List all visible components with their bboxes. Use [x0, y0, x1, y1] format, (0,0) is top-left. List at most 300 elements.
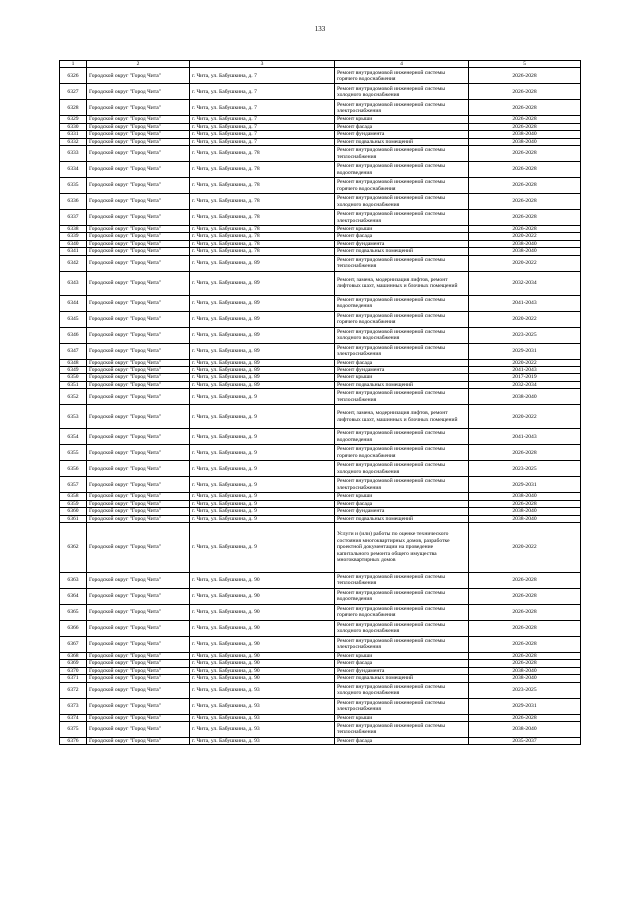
- address-cell: г. Чита, ул. Бабушкина, д. 9: [190, 429, 335, 445]
- period-cell: 2041-2043: [469, 295, 581, 311]
- municipality-cell: Городской округ "Город Чита": [87, 131, 190, 138]
- address-cell: г. Чита, ул. Бабушкина, д. 90: [190, 636, 335, 652]
- table-row: [60, 620, 581, 636]
- address-cell: г. Чита, ул. Бабушкина, д. 90: [190, 652, 335, 659]
- address-cell: г. Чита, ул. Бабушкина, д. 89: [190, 381, 335, 388]
- period-cell: 2026-2028: [469, 194, 581, 210]
- period-cell: 2032-2034: [469, 381, 581, 388]
- row-number: 6326: [60, 68, 87, 84]
- table-row: [60, 240, 581, 247]
- capital-repair-table: [59, 60, 581, 745]
- municipality-cell: Городской округ "Город Чита": [87, 100, 190, 116]
- address-cell: г. Чита, ул. Бабушкина, д. 9: [190, 389, 335, 405]
- table-row: [60, 493, 581, 500]
- period-cell: 2026-2028: [469, 636, 581, 652]
- row-number: 6367: [60, 636, 87, 652]
- table-row: [60, 588, 581, 604]
- work-type-cell: Ремонт внутридомовой инженерной системы водоотведения: [335, 588, 469, 604]
- work-type-cell: Ремонт внутридомовой инженерной системы горячего водоснабжения: [335, 178, 469, 194]
- table-row: [60, 255, 581, 271]
- row-number: 6371: [60, 675, 87, 682]
- period-cell: 2038-2040: [469, 515, 581, 522]
- municipality-cell: Городской округ "Город Чита": [87, 515, 190, 522]
- table-row: [60, 162, 581, 178]
- period-cell: 2026-2028: [469, 620, 581, 636]
- table-row: [60, 327, 581, 343]
- period-cell: 2038-2040: [469, 240, 581, 247]
- row-number: 6339: [60, 233, 87, 240]
- row-number: 6336: [60, 194, 87, 210]
- row-number: 6353: [60, 405, 87, 429]
- period-cell: 2026-2028: [469, 714, 581, 721]
- row-number: 6369: [60, 660, 87, 667]
- work-type-cell: Ремонт подвальных помещений: [335, 515, 469, 522]
- work-type-cell: Ремонт фасада: [335, 660, 469, 667]
- address-cell: г. Чита, ул. Бабушкина, д. 89: [190, 327, 335, 343]
- table-row: [60, 374, 581, 381]
- row-number: 6338: [60, 226, 87, 233]
- row-number: 6333: [60, 146, 87, 162]
- period-cell: 2026-2028: [469, 226, 581, 233]
- table-row: [60, 405, 581, 429]
- municipality-cell: Городской округ "Город Чита": [87, 311, 190, 327]
- work-type-cell: Ремонт внутридомовой инженерной системы электроснабжения: [335, 698, 469, 714]
- period-cell: 2032-2034: [469, 271, 581, 295]
- table-row: [60, 714, 581, 721]
- table-row: [60, 248, 581, 255]
- municipality-cell: Городской округ "Город Чита": [87, 572, 190, 588]
- address-cell: г. Чита, ул. Бабушкина, д. 90: [190, 675, 335, 682]
- period-cell: 2038-2040: [469, 131, 581, 138]
- table-row: [60, 675, 581, 682]
- work-type-cell: Ремонт внутридомовой инженерной системы горячего водоснабжения: [335, 445, 469, 461]
- period-cell: 2026-2028: [469, 146, 581, 162]
- address-cell: г. Чита, ул. Бабушкина, д. 7: [190, 116, 335, 123]
- table-row: [60, 522, 581, 572]
- municipality-cell: Городской округ "Город Чита": [87, 367, 190, 374]
- table-row: [60, 178, 581, 194]
- municipality-cell: Городской округ "Город Чита": [87, 405, 190, 429]
- address-cell: г. Чита, ул. Бабушкина, д. 9: [190, 445, 335, 461]
- address-cell: г. Чита, ул. Бабушкина, д. 90: [190, 620, 335, 636]
- table-row: [60, 682, 581, 698]
- row-number: 6368: [60, 652, 87, 659]
- address-cell: г. Чита, ул. Бабушкина, д. 78: [190, 162, 335, 178]
- column-number: 5: [469, 61, 581, 68]
- table-row: [60, 123, 581, 130]
- municipality-cell: Городской округ "Город Чита": [87, 508, 190, 515]
- row-number: 6355: [60, 445, 87, 461]
- row-number: 6330: [60, 123, 87, 130]
- row-number: 6370: [60, 667, 87, 674]
- period-cell: 2035-2037: [469, 737, 581, 744]
- address-cell: г. Чита, ул. Бабушкина, д. 89: [190, 343, 335, 359]
- work-type-cell: Ремонт внутридомовой инженерной системы горячего водоснабжения: [335, 604, 469, 620]
- address-cell: г. Чита, ул. Бабушкина, д. 9: [190, 522, 335, 572]
- work-type-cell: Ремонт внутридомовой инженерной системы холодного водоснабжения: [335, 327, 469, 343]
- table-row: [60, 311, 581, 327]
- address-cell: г. Чита, ул. Бабушкина, д. 93: [190, 714, 335, 721]
- row-number: 6346: [60, 327, 87, 343]
- period-cell: 2038-2040: [469, 138, 581, 145]
- work-type-cell: Ремонт внутридомовой инженерной системы электроснабжения: [335, 210, 469, 226]
- row-number: 6376: [60, 737, 87, 744]
- municipality-cell: Городской округ "Город Чита": [87, 698, 190, 714]
- work-type-cell: Ремонт внутридомовой инженерной системы холодного водоснабжения: [335, 682, 469, 698]
- table-row: [60, 604, 581, 620]
- municipality-cell: Городской округ "Город Чита": [87, 210, 190, 226]
- work-type-cell: Ремонт внутридомовой инженерной системы электроснабжения: [335, 636, 469, 652]
- address-cell: г. Чита, ул. Бабушкина, д. 78: [190, 178, 335, 194]
- row-number: 6351: [60, 381, 87, 388]
- work-type-cell: Ремонт внутридомовой инженерной системы горячего водоснабжения: [335, 311, 469, 327]
- address-cell: г. Чита, ул. Бабушкина, д. 89: [190, 374, 335, 381]
- row-number: 6352: [60, 389, 87, 405]
- municipality-cell: Городской округ "Город Чита": [87, 445, 190, 461]
- work-type-cell: Ремонт внутридомовой инженерной системы теплоснабжения: [335, 389, 469, 405]
- period-cell: 2026-2028: [469, 604, 581, 620]
- address-cell: г. Чита, ул. Бабушкина, д. 9: [190, 477, 335, 493]
- table-row: [60, 737, 581, 744]
- row-number: 6357: [60, 477, 87, 493]
- period-cell: 2038-2040: [469, 508, 581, 515]
- table-row: [60, 652, 581, 659]
- period-cell: 2026-2028: [469, 652, 581, 659]
- period-cell: 2026-2028: [469, 162, 581, 178]
- table-row: [60, 295, 581, 311]
- row-number: 6342: [60, 255, 87, 271]
- municipality-cell: Городской округ "Город Чита": [87, 620, 190, 636]
- work-type-cell: Ремонт внутридомовой инженерной системы электроснабжения: [335, 343, 469, 359]
- table-row: [60, 477, 581, 493]
- municipality-cell: Городской округ "Город Чита": [87, 429, 190, 445]
- period-cell: 2020-2022: [469, 255, 581, 271]
- row-number: 6350: [60, 374, 87, 381]
- row-number: 6343: [60, 271, 87, 295]
- work-type-cell: Услуги и (или) работы по оценке технического состояния многоквартирных домов, разработке проектной документации на проведение капитального ремонта общего имущества многоквартирных домов: [335, 522, 469, 572]
- work-type-cell: Ремонт внутридомовой инженерной системы водоотведения: [335, 295, 469, 311]
- period-cell: 2029-2031: [469, 343, 581, 359]
- work-type-cell: Ремонт фасада: [335, 500, 469, 507]
- row-number: 6349: [60, 367, 87, 374]
- table-row: [60, 500, 581, 507]
- table-row: [60, 721, 581, 737]
- row-number: 6345: [60, 311, 87, 327]
- work-type-cell: Ремонт крыши: [335, 493, 469, 500]
- period-cell: 2026-2028: [469, 210, 581, 226]
- period-cell: 2038-2040: [469, 493, 581, 500]
- address-cell: г. Чита, ул. Бабушкина, д. 93: [190, 737, 335, 744]
- work-type-cell: Ремонт внутридомовой инженерной системы электроснабжения: [335, 100, 469, 116]
- period-cell: 2026-2028: [469, 445, 581, 461]
- municipality-cell: Городской округ "Город Чита": [87, 389, 190, 405]
- work-type-cell: Ремонт крыши: [335, 652, 469, 659]
- work-type-cell: Ремонт внутридомовой инженерной системы теплоснабжения: [335, 255, 469, 271]
- municipality-cell: Городской округ "Город Чита": [87, 233, 190, 240]
- period-cell: 2026-2028: [469, 572, 581, 588]
- work-type-cell: Ремонт внутридомовой инженерной системы теплоснабжения: [335, 146, 469, 162]
- address-cell: г. Чита, ул. Бабушкина, д. 89: [190, 367, 335, 374]
- municipality-cell: Городской округ "Город Чита": [87, 84, 190, 100]
- row-number: 6332: [60, 138, 87, 145]
- column-number: 2: [87, 61, 190, 68]
- period-cell: 2029-2031: [469, 698, 581, 714]
- table-row: [60, 461, 581, 477]
- address-cell: г. Чита, ул. Бабушкина, д. 93: [190, 721, 335, 737]
- address-cell: г. Чита, ул. Бабушкина, д. 78: [190, 146, 335, 162]
- row-number: 6358: [60, 493, 87, 500]
- table-row: [60, 271, 581, 295]
- table-row: [60, 389, 581, 405]
- municipality-cell: Городской округ "Город Чита": [87, 604, 190, 620]
- address-cell: г. Чита, ул. Бабушкина, д. 78: [190, 233, 335, 240]
- work-type-cell: Ремонт внутридомовой инженерной системы теплоснабжения: [335, 721, 469, 737]
- table-row: [60, 131, 581, 138]
- period-cell: 2026-2028: [469, 178, 581, 194]
- period-cell: 2023-2025: [469, 461, 581, 477]
- table-row: [60, 636, 581, 652]
- period-cell: 2026-2028: [469, 660, 581, 667]
- table-row: [60, 84, 581, 100]
- period-cell: 2023-2025: [469, 327, 581, 343]
- period-cell: 2023-2025: [469, 682, 581, 698]
- address-cell: г. Чита, ул. Бабушкина, д. 7: [190, 68, 335, 84]
- work-type-cell: Ремонт крыши: [335, 714, 469, 721]
- work-type-cell: Ремонт крыши: [335, 226, 469, 233]
- work-type-cell: Ремонт подвальных помещений: [335, 248, 469, 255]
- address-cell: г. Чита, ул. Бабушкина, д. 93: [190, 698, 335, 714]
- address-cell: г. Чита, ул. Бабушкина, д. 9: [190, 500, 335, 507]
- work-type-cell: Ремонт фундамента: [335, 367, 469, 374]
- municipality-cell: Городской округ "Город Чита": [87, 461, 190, 477]
- municipality-cell: Городской округ "Город Чита": [87, 667, 190, 674]
- period-cell: 2038-2040: [469, 389, 581, 405]
- work-type-cell: Ремонт внутридомовой инженерной системы холодного водоснабжения: [335, 620, 469, 636]
- municipality-cell: Городской округ "Город Чита": [87, 68, 190, 84]
- work-type-cell: Ремонт внутридомовой инженерной системы горячего водоснабжения: [335, 68, 469, 84]
- municipality-cell: Городской округ "Город Чита": [87, 123, 190, 130]
- work-type-cell: Ремонт фасада: [335, 123, 469, 130]
- municipality-cell: Городской округ "Город Чита": [87, 116, 190, 123]
- row-number: 6327: [60, 84, 87, 100]
- table-row: [60, 226, 581, 233]
- municipality-cell: Городской округ "Город Чита": [87, 588, 190, 604]
- period-cell: 2020-2022: [469, 522, 581, 572]
- table-row: [60, 146, 581, 162]
- address-cell: г. Чита, ул. Бабушкина, д. 9: [190, 493, 335, 500]
- row-number: 6366: [60, 620, 87, 636]
- row-number: 6329: [60, 116, 87, 123]
- work-type-cell: Ремонт фундамента: [335, 240, 469, 247]
- period-cell: 2020-2022: [469, 405, 581, 429]
- work-type-cell: Ремонт крыши: [335, 374, 469, 381]
- municipality-cell: Городской округ "Город Чита": [87, 737, 190, 744]
- municipality-cell: Городской округ "Город Чита": [87, 255, 190, 271]
- table-row: [60, 138, 581, 145]
- column-number: 4: [335, 61, 469, 68]
- work-type-cell: Ремонт подвальных помещений: [335, 675, 469, 682]
- row-number: 6375: [60, 721, 87, 737]
- table-row: [60, 515, 581, 522]
- period-cell: 2020-2022: [469, 359, 581, 366]
- work-type-cell: Ремонт фасада: [335, 737, 469, 744]
- period-cell: 2029-2031: [469, 477, 581, 493]
- row-number: 6354: [60, 429, 87, 445]
- address-cell: г. Чита, ул. Бабушкина, д. 89: [190, 311, 335, 327]
- table-row: [60, 508, 581, 515]
- row-number: 6334: [60, 162, 87, 178]
- page-number: 133: [314, 25, 326, 33]
- municipality-cell: Городской округ "Город Чита": [87, 295, 190, 311]
- municipality-cell: Городской округ "Город Чита": [87, 162, 190, 178]
- table-row: [60, 429, 581, 445]
- period-cell: 2020-2022: [469, 233, 581, 240]
- address-cell: г. Чита, ул. Бабушкина, д. 89: [190, 295, 335, 311]
- period-cell: 2020-2022: [469, 311, 581, 327]
- period-cell: 2041-2043: [469, 367, 581, 374]
- municipality-cell: Городской округ "Город Чита": [87, 493, 190, 500]
- period-cell: 2041-2043: [469, 429, 581, 445]
- row-number: 6356: [60, 461, 87, 477]
- row-number: 6364: [60, 588, 87, 604]
- address-cell: г. Чита, ул. Бабушкина, д. 78: [190, 210, 335, 226]
- address-cell: г. Чита, ул. Бабушкина, д. 89: [190, 359, 335, 366]
- work-type-cell: Ремонт фундамента: [335, 667, 469, 674]
- work-type-cell: Ремонт внутридомовой инженерной системы холодного водоснабжения: [335, 461, 469, 477]
- work-type-cell: Ремонт фасада: [335, 233, 469, 240]
- row-number: 6359: [60, 500, 87, 507]
- address-cell: г. Чита, ул. Бабушкина, д. 9: [190, 405, 335, 429]
- table-row: [60, 343, 581, 359]
- work-type-cell: Ремонт крыши: [335, 116, 469, 123]
- table-row: [60, 100, 581, 116]
- address-cell: г. Чита, ул. Бабушкина, д. 78: [190, 194, 335, 210]
- work-type-cell: Ремонт фундамента: [335, 131, 469, 138]
- municipality-cell: Городской округ "Город Чита": [87, 675, 190, 682]
- municipality-cell: Городской округ "Город Чита": [87, 271, 190, 295]
- period-cell: 2026-2028: [469, 84, 581, 100]
- municipality-cell: Городской округ "Город Чита": [87, 327, 190, 343]
- work-type-cell: Ремонт внутридомовой инженерной системы водоотведения: [335, 429, 469, 445]
- table-row: [60, 359, 581, 366]
- municipality-cell: Городской округ "Город Чита": [87, 500, 190, 507]
- row-number: 6365: [60, 604, 87, 620]
- municipality-cell: Городской округ "Город Чита": [87, 522, 190, 572]
- table-row: [60, 381, 581, 388]
- column-number: 3: [190, 61, 335, 68]
- municipality-cell: Городской округ "Город Чита": [87, 381, 190, 388]
- row-number: 6328: [60, 100, 87, 116]
- row-number: 6361: [60, 515, 87, 522]
- column-number: 1: [60, 61, 87, 68]
- work-type-cell: Ремонт внутридомовой инженерной системы холодного водоснабжения: [335, 194, 469, 210]
- address-cell: г. Чита, ул. Бабушкина, д. 9: [190, 461, 335, 477]
- row-number: 6362: [60, 522, 87, 572]
- address-cell: г. Чита, ул. Бабушкина, д. 93: [190, 682, 335, 698]
- address-cell: г. Чита, ул. Бабушкина, д. 90: [190, 588, 335, 604]
- period-cell: 2026-2028: [469, 500, 581, 507]
- work-type-cell: Ремонт внутридомовой инженерной системы теплоснабжения: [335, 572, 469, 588]
- row-number: 6373: [60, 698, 87, 714]
- address-cell: г. Чита, ул. Бабушкина, д. 89: [190, 255, 335, 271]
- address-cell: г. Чита, ул. Бабушкина, д. 90: [190, 604, 335, 620]
- row-number: 6331: [60, 131, 87, 138]
- municipality-cell: Городской округ "Город Чита": [87, 178, 190, 194]
- period-cell: 2038-2040: [469, 675, 581, 682]
- address-cell: г. Чита, ул. Бабушкина, д. 7: [190, 131, 335, 138]
- table-row: [60, 68, 581, 84]
- municipality-cell: Городской округ "Город Чита": [87, 682, 190, 698]
- work-type-cell: Ремонт внутридомовой инженерной системы холодного водоснабжения: [335, 84, 469, 100]
- address-cell: г. Чита, ул. Бабушкина, д. 9: [190, 508, 335, 515]
- address-cell: г. Чита, ул. Бабушкина, д. 7: [190, 123, 335, 130]
- work-type-cell: Ремонт фасада: [335, 359, 469, 366]
- period-cell: 2026-2028: [469, 588, 581, 604]
- municipality-cell: Городской округ "Город Чита": [87, 248, 190, 255]
- work-type-cell: Ремонт подвальных помещений: [335, 381, 469, 388]
- table-row: [60, 660, 581, 667]
- work-type-cell: Ремонт внутридомовой инженерной системы электроснабжения: [335, 477, 469, 493]
- address-cell: г. Чита, ул. Бабушкина, д. 90: [190, 572, 335, 588]
- address-cell: г. Чита, ул. Бабушкина, д. 90: [190, 660, 335, 667]
- row-number: 6341: [60, 248, 87, 255]
- municipality-cell: Городской округ "Город Чита": [87, 138, 190, 145]
- municipality-cell: Городской округ "Город Чита": [87, 343, 190, 359]
- period-cell: 2038-2040: [469, 721, 581, 737]
- row-number: 6372: [60, 682, 87, 698]
- address-cell: г. Чита, ул. Бабушкина, д. 7: [190, 84, 335, 100]
- table-body: [60, 61, 581, 745]
- table-row: [60, 116, 581, 123]
- row-number: 6360: [60, 508, 87, 515]
- row-number: 6347: [60, 343, 87, 359]
- municipality-cell: Городской округ "Город Чита": [87, 714, 190, 721]
- row-number: 6374: [60, 714, 87, 721]
- municipality-cell: Городской округ "Город Чита": [87, 194, 190, 210]
- table-row: [60, 667, 581, 674]
- work-type-cell: Ремонт фундамента: [335, 508, 469, 515]
- municipality-cell: Городской округ "Город Чита": [87, 477, 190, 493]
- table-row: [60, 194, 581, 210]
- table-row: [60, 698, 581, 714]
- row-number: 6344: [60, 295, 87, 311]
- municipality-cell: Городской округ "Город Чита": [87, 240, 190, 247]
- period-cell: 2026-2028: [469, 68, 581, 84]
- address-cell: г. Чита, ул. Бабушкина, д. 89: [190, 271, 335, 295]
- column-number-row: [60, 61, 581, 68]
- row-number: 6335: [60, 178, 87, 194]
- table-row: [60, 233, 581, 240]
- row-number: 6337: [60, 210, 87, 226]
- table-row: [60, 445, 581, 461]
- municipality-cell: Городской округ "Город Чита": [87, 652, 190, 659]
- row-number: 6340: [60, 240, 87, 247]
- table-row: [60, 367, 581, 374]
- work-type-cell: Ремонт подвальных помещений: [335, 138, 469, 145]
- work-type-cell: Ремонт внутридомовой инженерной системы водоотведения: [335, 162, 469, 178]
- work-type-cell: Ремонт, замена, модернизация лифтов, ремонт лифтовых шахт, машинных и блочных помещений: [335, 405, 469, 429]
- period-cell: 2026-2028: [469, 116, 581, 123]
- municipality-cell: Городской округ "Город Чита": [87, 359, 190, 366]
- address-cell: г. Чита, ул. Бабушкина, д. 9: [190, 515, 335, 522]
- address-cell: г. Чита, ул. Бабушкина, д. 7: [190, 138, 335, 145]
- address-cell: г. Чита, ул. Бабушкина, д. 90: [190, 667, 335, 674]
- period-cell: 2026-2028: [469, 123, 581, 130]
- period-cell: 2038-2040: [469, 248, 581, 255]
- period-cell: 2017-2019: [469, 374, 581, 381]
- municipality-cell: Городской округ "Город Чита": [87, 660, 190, 667]
- row-number: 6363: [60, 572, 87, 588]
